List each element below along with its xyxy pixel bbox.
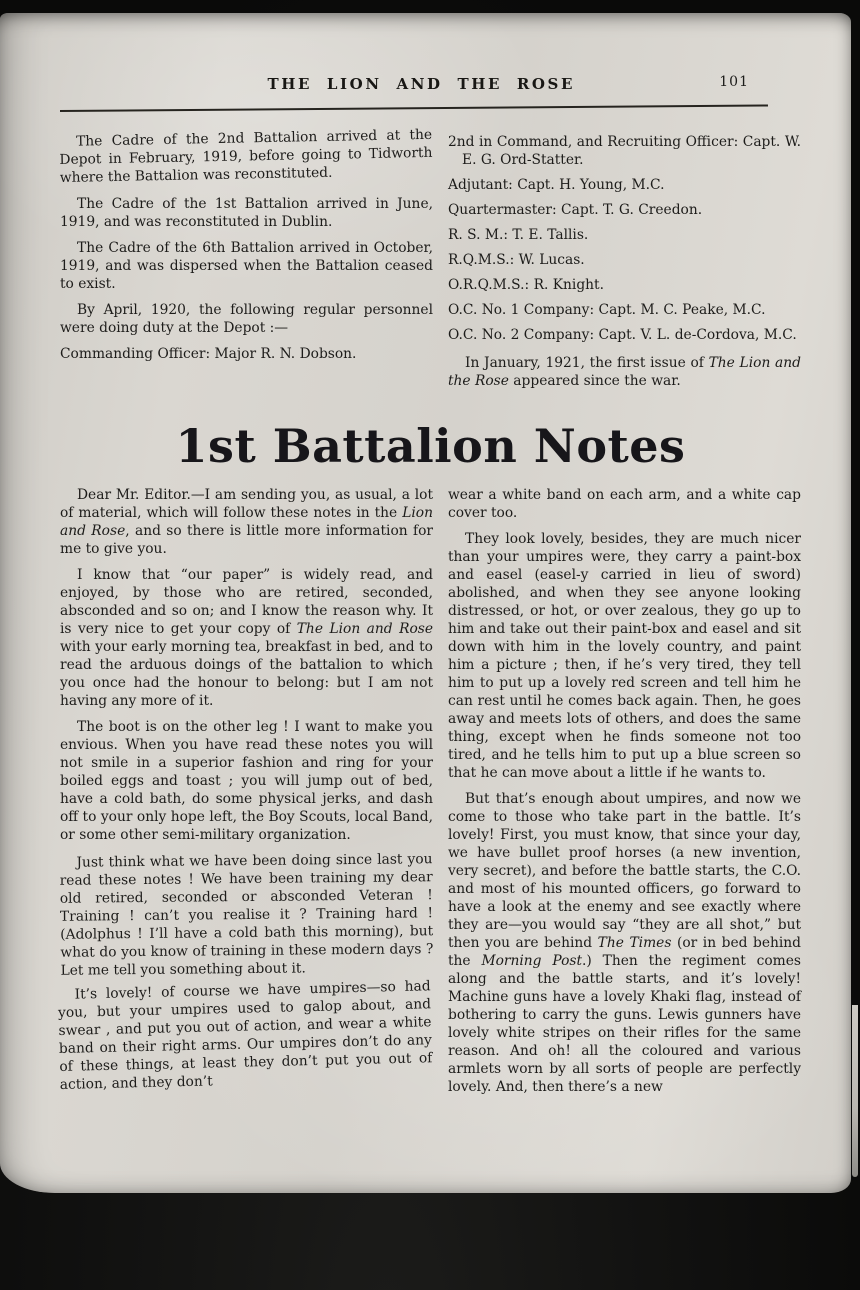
paragraph: Commanding Officer: Major R. N. Dobson.	[60, 346, 357, 362]
page-number: 101	[719, 74, 749, 90]
article-paragraph: But that’s enough about umpires, and now we come to those who take part in the battle. It’s lovely! First, you must know, that since your day, we have bullet proof horses (a new invention, very secret), and before the battle starts, the C.O. and most of his mounted officers, go forward to have a look at the enemy and see exactly where they are—you would say “they are all shot,” but then you are behind The Times (or in bed behind the Morning Post.) Then the regiment comes along and the battle starts, and it’s lovely! Machine guns have a lovely Khaki flag, instead of bothering to carry the guns. Lewis gunners have lovely white stripes on their rifles for the same reason. And oh! all the coloured and various armlets worn by all sorts of people are perfectly lovely. And, then there’s a new	[448, 791, 802, 1095]
officer-entry: R. S. M.: T. E. Tallis.	[448, 227, 589, 243]
article-paragraph: Dear Mr. Editor.—I am sending you, as usual, a lot of material, which will follow these notes in the Lion and Rose, and so there is little more information for me to give you.	[60, 487, 433, 557]
closing-paragraph: In January, 1921, the first issue of The Lion and the Rose appeared since the war.	[448, 355, 801, 389]
article-paragraph: wear a white band on each arm, and a white cap cover too.	[448, 487, 801, 521]
article-paragraph: I know that “our paper” is widely read, and enjoyed, by those who are retired, seconded, absconded and so on; and I know the reason why. It is very nice to get your copy of The Lion and Rose with your early morning tea, breakfast in bed, and to read the arduous doings of the battalion to which you once had the honour to belong: but I am not having any more of it.	[60, 567, 434, 709]
article-paragraph: They look lovely, besides, they are much nicer than your umpires were, they carry a paint-box and easel (easel-y carried in lieu of sword) abolished, and when they see anyone looking distressed, or hot, or over zealous, they go up to him and take out their paint-box and easel and sit down with him in the lovely country, and paint him a picture ; then, if he’s very tired, they tell him to put up a lovely red screen and tell him he can rest until he comes back again. Then, he goes away and meets lots of others, and does the same thing, except when he finds someone not too tired, and he tells him to put up a blue screen so that he can move about a little if he wants to.	[448, 531, 801, 781]
scanned-page	[0, 13, 851, 1193]
article-right-column	[448, 486, 801, 1104]
top-right-column	[448, 133, 801, 398]
article-left-column	[57, 486, 434, 1104]
officer-entry: Adjutant: Capt. H. Young, M.C.	[448, 177, 665, 193]
top-section	[59, 126, 801, 398]
paragraph: The Cadre of the 2nd Battalion arrived at the Depot in February, 1919, before going to Tidworth where the Battalion was reconstituted.	[59, 126, 433, 187]
officer-entry: O.C. No. 1 Company: Capt. M. C. Peake, M.C.	[448, 302, 766, 318]
top-left-column	[59, 126, 433, 398]
officer-entry: O.R.Q.M.S.: R. Knight.	[448, 277, 604, 293]
officer-entry: 2nd in Command, and Recruiting Officer: Capt. W. E. G. Ord-Statter.	[448, 134, 801, 168]
officer-entry: Quartermaster: Capt. T. G. Creedon.	[448, 202, 703, 218]
article-paragraph: It’s lovely! of course we have umpires—so had you, but your umpires used to galop about, and swear , and put you out of action, and wear a white band on their right arms. Our umpires don’t do any of these things, at least they don’t put you out of action, and they don’t	[57, 978, 433, 1094]
paragraph: The Cadre of the 1st Battalion arrived in June, 1919, and was reconstituted in Dublin.	[60, 196, 433, 230]
paragraph: The Cadre of the 6th Battalion arrived in October, 1919, and was dispersed when the Battalion ceased to exist.	[60, 240, 433, 292]
article-paragraph: Just think what we have been doing since last you read these notes ! We have been training my dear old retired, seconded or absconded Veteran ! Training ! can’t you realise it ? Training hard ! (Adolphus ! I’ll have a cold bath this morning), but what do you know of training in these modern days ? Let me tell you something about it.	[59, 851, 434, 979]
article-paragraph: The boot is on the other leg ! I want to make you envious. When you have read these notes you will not smile in a superior fashion and ring for your boiled eggs and toast ; you will jump out of bed, have a cold bath, do some physical jerks, and dash off to your only hope left, the Boy Scouts, local Band, or some other semi-military organization.	[60, 719, 433, 843]
officer-entry: O.C. No. 2 Company: Capt. V. L. de-Cordova, M.C.	[448, 327, 797, 343]
journal-title: THE LION AND THE ROSE	[267, 75, 576, 93]
book-fore-edge	[852, 1005, 858, 1177]
page-header	[60, 67, 801, 109]
article-heading: 1st Battalion Notes	[175, 419, 686, 473]
paragraph: By April, 1920, the following regular personnel were doing duty at the Depot :—	[60, 302, 433, 336]
article-section	[57, 486, 802, 1104]
officer-entry: R.Q.M.S.: W. Lucas.	[448, 252, 585, 268]
